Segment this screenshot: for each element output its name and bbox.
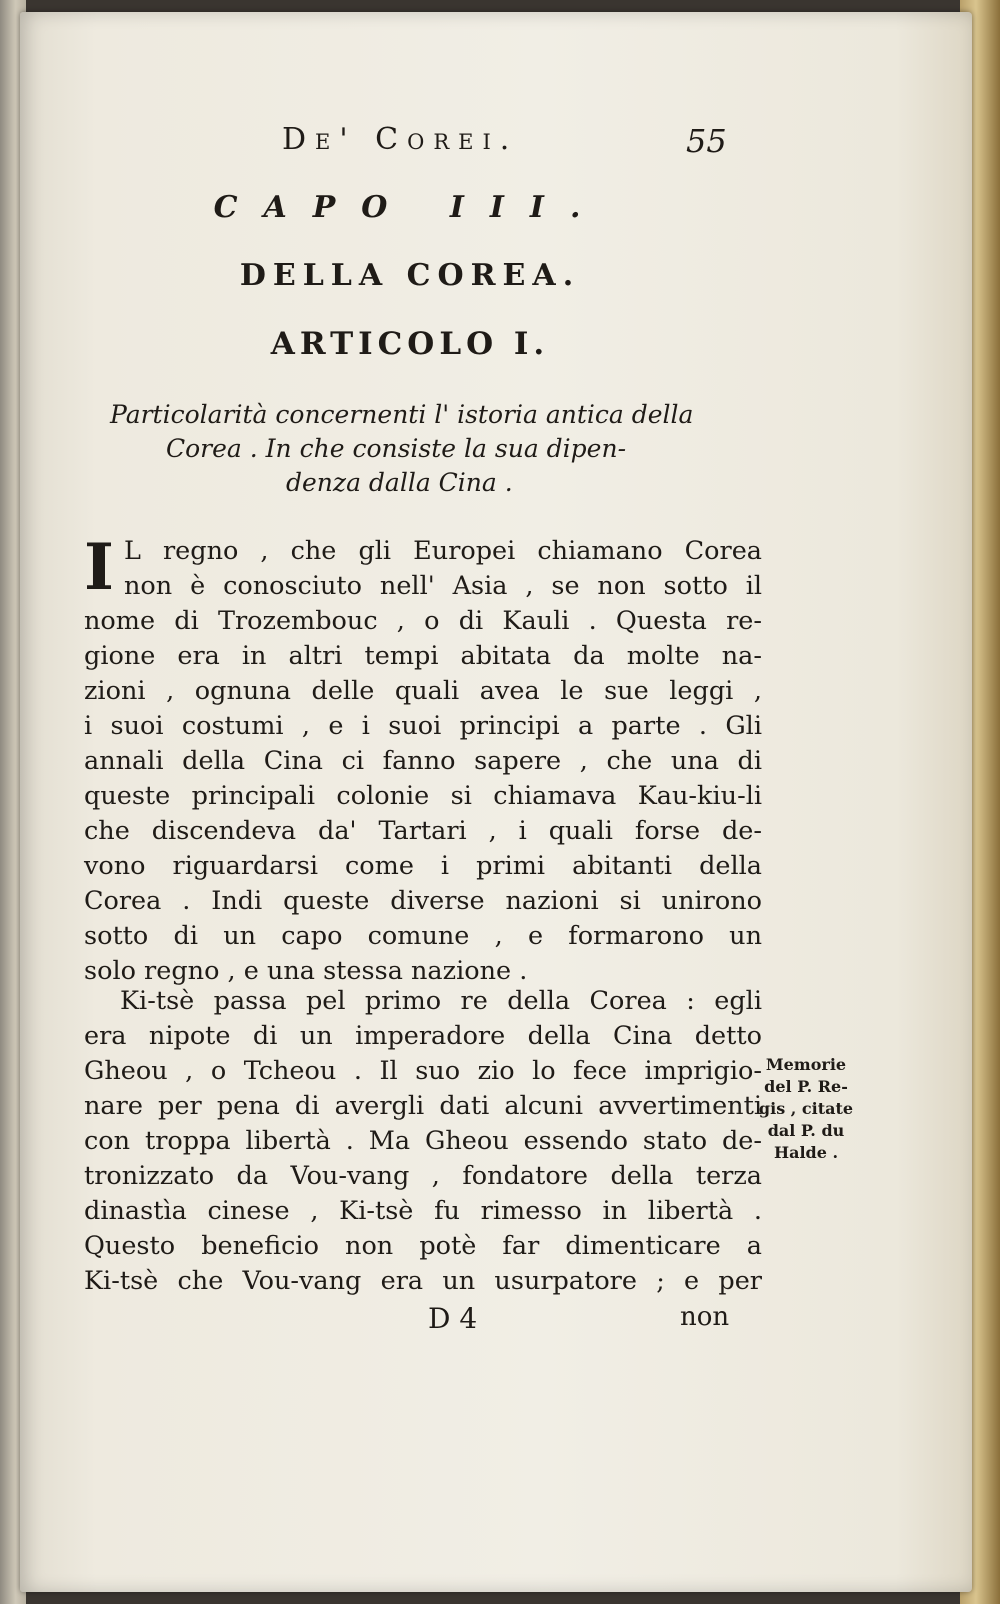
text-line: che discendeva da' Tartari , i quali forse de- [84, 816, 762, 846]
text-line: era nipote di un imperadore della Cina detto [84, 1021, 762, 1051]
page-number: 55 [686, 122, 727, 160]
text-line: Corea . Indi queste diverse nazioni si unirono [84, 886, 762, 916]
margin-note-line: gis , citate [758, 1099, 854, 1118]
chapter-title: DELLA COREA. [239, 258, 581, 293]
chapter-number: CAPO III. [213, 190, 607, 225]
text-line: Ki-tsè che Vou-vang era un usurpatore ; e per [84, 1266, 762, 1296]
text-line: annali della Cina ci fanno sapere , che una di [84, 746, 762, 776]
text-line: Gheou , o Tcheou . Il suo zio lo fece imprigio- [84, 1056, 762, 1086]
signature-mark: D 4 [428, 1302, 478, 1335]
text-line: queste principali colonie si chiamava Kau-kiu-li [84, 781, 762, 811]
book-page [20, 12, 972, 1592]
margin-note-line: dal P. du [767, 1121, 845, 1140]
text-line: non è conosciuto nell' Asia , se non sotto il [124, 571, 762, 601]
article-heading: ARTICOLO I. [270, 326, 550, 362]
text-line: nome di Trozembouc , o di Kauli . Questa re- [84, 606, 762, 636]
summary-line: Particolarità concernenti l' istoria antica della [110, 400, 694, 429]
text-line: Ki-tsè passa pel primo re della Corea : egli [120, 986, 762, 1016]
paragraph-1 [84, 530, 762, 989]
text-line: dinastìa cinese , Ki-tsè fu rimesso in libertà . [84, 1196, 762, 1226]
running-head-title: De' Corei. [282, 122, 519, 157]
text-line: nare per pena di avergli dati alcuni avvertimenti [84, 1091, 762, 1121]
paragraph-2 [84, 984, 762, 1299]
text-line: solo regno , e una stessa nazione . [84, 956, 528, 986]
text-line: i suoi costumi , e i suoi principi a parte . Gli [84, 711, 762, 741]
margin-note-line: Halde . [773, 1143, 839, 1162]
text-line: tronizzato da Vou-vang , fondatore della terza [84, 1161, 762, 1191]
article-summary [102, 398, 742, 500]
summary-line: Corea . In che consiste la sua dipen- [166, 434, 627, 463]
text-line: zioni , ognuna delle quali avea le sue leggi , [84, 676, 762, 706]
drop-cap: I [84, 530, 114, 605]
marginal-note [742, 1054, 870, 1164]
margin-note-line: del P. Re- [764, 1077, 848, 1096]
text-line: gione era in altri tempi abitata da molte na- [84, 641, 762, 671]
running-head [20, 122, 972, 162]
margin-note-line: Memorie [765, 1055, 847, 1074]
summary-line: denza dalla Cina . [286, 468, 513, 497]
text-line: vono riguardarsi come i primi abitanti della [84, 851, 762, 881]
text-line: L regno , che gli Europei chiamano Corea [124, 536, 762, 566]
text-line: Questo beneficio non potè far dimenticare a [84, 1231, 762, 1261]
text-line: con troppa libertà . Ma Gheou essendo stato de- [84, 1126, 762, 1156]
text-line: sotto di un capo comune , e formarono un [84, 921, 762, 951]
catchword: non [680, 1302, 730, 1332]
